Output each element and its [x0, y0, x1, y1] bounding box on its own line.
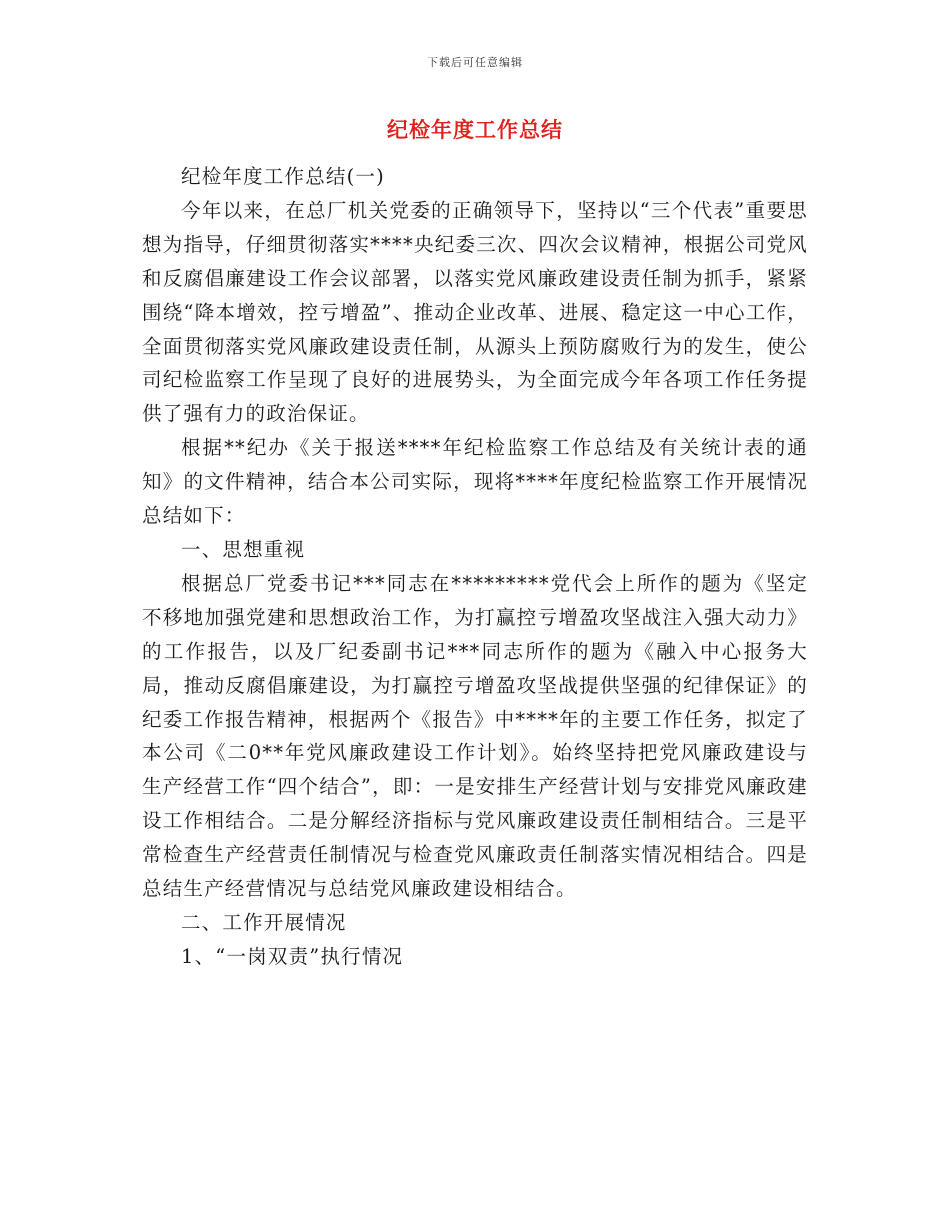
section-1-paragraph: 根据总厂党委书记***同志在*********党代会上所作的题为《坚定不移地加强党建和思想政治工作，为打赢控亏增盈攻坚战注入强大动力》的工作报告，以及厂纪委副书记***同志所作的题为《融入中心报务大局，推动反腐倡廉建设，为打赢控亏增盈攻坚战提供坚强的纪律保证》的纪委工作报告精神，根据两个《报告》中****年的主要工作任务，拟定了本公司《二0**年党风廉政建设工作计划》。始终坚持把党风廉政建设与生产经营工作“四个结合”，即：一是安排生产经营计划与安排党风廉政建设工作相结合。二是分解经济指标与党风廉政建设责任制相结合。三是平常检查生产经营责任制情况与检查党风廉政责任制落实情况相结合。四是总结生产经营情况与总结党风廉政建设相结合。 — [142, 571, 808, 901]
intro-paragraph: 今年以来，在总厂机关党委的正确领导下，坚持以“三个代表”重要思想为指导，仔细贯彻落实****央纪委三次、四次会议精神，根据公司党风和反腐倡廉建设工作会议部署，以落实党风廉政建设责任制为抓手，紧紧围绕“降本增效，控亏增盈”、推动企业改革、进展、稳定这一中心工作，全面贯彻落实党风廉政建设责任制，从源头上预防腐败行为的发生，使公司纪检监察工作呈现了良好的进展势头，为全面完成今年各项工作任务提供了强有力的政治保证。 — [142, 198, 808, 426]
subtitle-paragraph: 纪检年度工作总结(一) — [181, 165, 385, 188]
section-heading-2: 二、工作开展情况 — [181, 910, 347, 934]
document-title: 纪检年度工作总结 — [387, 117, 563, 142]
page-header-note: 下载后可任意编辑 — [427, 56, 523, 69]
basis-paragraph: 根据**纪办《关于报送****年纪检监察工作总结及有关统计表的通知》的文件精神，结合本公司实际，现将****年度纪检监察工作开展情况总结如下： — [142, 436, 808, 528]
subsection-heading-1: 1、“一岗双责”执行情况 — [181, 944, 404, 968]
section-heading-1: 一、思想重视 — [181, 537, 306, 561]
document-body — [142, 160, 808, 974]
